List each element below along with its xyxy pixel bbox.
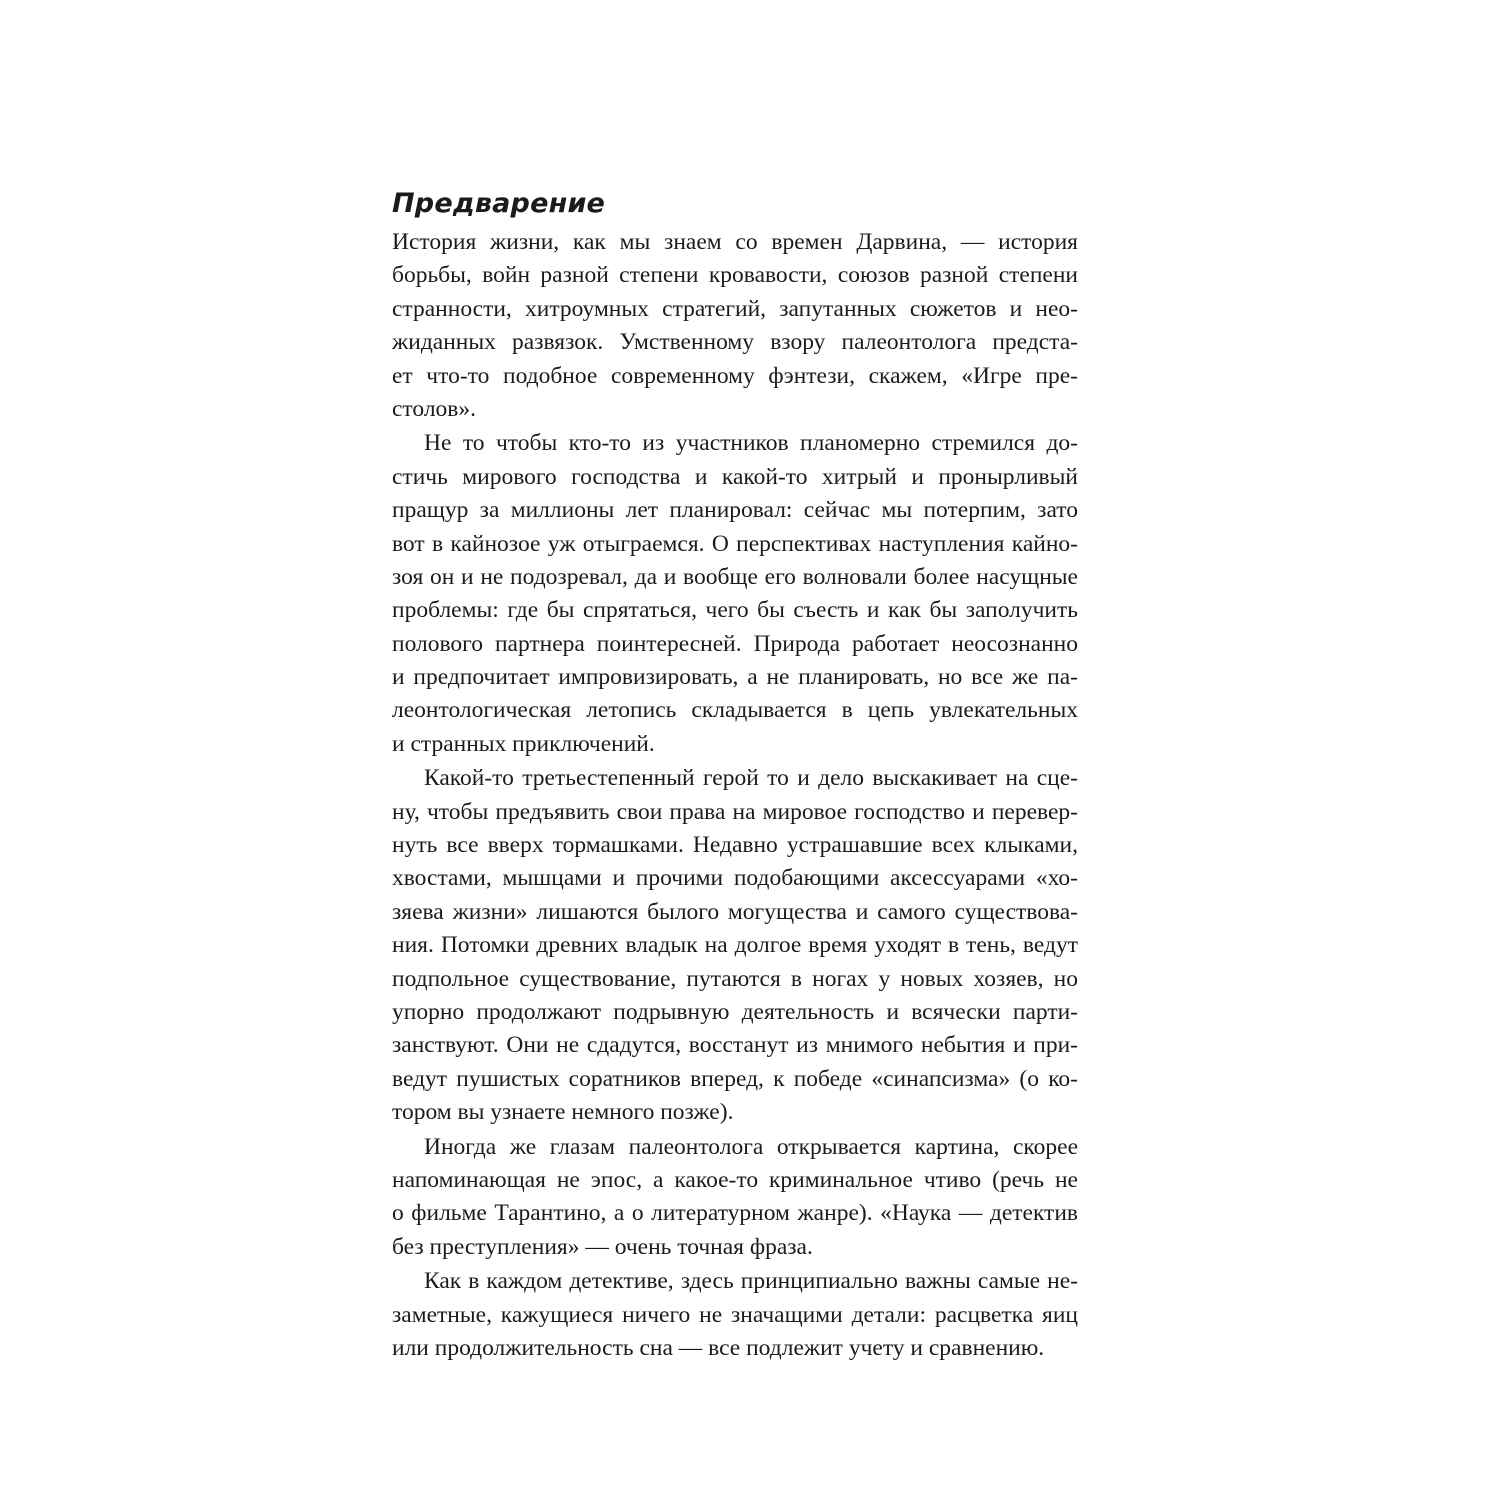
text-line: напоминающая не эпос, а какое-то криминальное чтиво (речь не: [392, 1166, 1078, 1193]
text-line: зоя он и не подозревал, да и вообще его волновали более насущные: [392, 563, 1078, 590]
text-line: или продолжительность сна — все подлежит учету и сравнению.: [392, 1334, 1045, 1361]
paragraph: [392, 1131, 1078, 1265]
text-line: борьбы, войн разной степени кровавости, союзов разной степени: [392, 262, 1078, 289]
text-line: хвостами, мышцами и прочими подобающими аксессуарами «хо-: [392, 865, 1078, 892]
text-line: вот в кайнозое уж отыграемся. О перспективах наступления кайно-: [392, 530, 1078, 557]
text-line: о фильме Тарантино, а о литературном жанре). «Наука — детектив: [392, 1200, 1078, 1227]
text-line: ведут пушистых соратников вперед, к победе «синапсизма» (о ко-: [392, 1065, 1078, 1092]
text-line: жиданных развязок. Умственному взору палеонтолога предста-: [392, 329, 1078, 356]
paragraph: [392, 762, 1078, 1129]
text-line: нуть все вверх тормашками. Недавно устрашавшие всех клыками,: [392, 832, 1078, 859]
paragraph: [392, 1265, 1078, 1365]
text-line: пращур за миллионы лет планировал: сейчас мы потерпим, зато: [392, 497, 1078, 524]
paragraph: [392, 427, 1078, 761]
text-line: стичь мирового господства и какой-то хитрый и пронырливый: [392, 463, 1078, 490]
text-line: упорно продолжают подрывную деятельность и всячески парти-: [392, 998, 1078, 1025]
text-line: ния. Потомки древних владык на долгое время уходят в тень, ведут: [392, 932, 1078, 959]
text-line: проблемы: где бы спрятаться, чего бы съесть и как бы заполучить: [392, 597, 1078, 624]
text-line: столов».: [392, 395, 477, 422]
text-line: без преступления» — очень точная фраза.: [392, 1233, 813, 1260]
text-line: леонтологическая летопись складывается в цепь увлекательных: [392, 697, 1078, 724]
text-line: заметные, кажущиеся ничего не значащими детали: расцветка яиц: [392, 1301, 1078, 1328]
text-line: ет что-то подобное современному фэнтези, скажем, «Игре пре-: [392, 362, 1078, 389]
text-line: Иногда же глазам палеонтолога открывается картина, скорее: [424, 1133, 1078, 1160]
text-line: зяева жизни» лишаются былого могущества и самого существова-: [392, 898, 1078, 925]
section-heading: Предварение: [392, 188, 606, 219]
text-line: тором вы узнаете немного позже).: [392, 1099, 734, 1126]
text-line: и предпочитает импровизировать, а не планировать, но все же па-: [392, 664, 1078, 691]
text-block: [392, 186, 1078, 1365]
paragraph: [392, 226, 1078, 426]
text-line: подпольное существование, путаются в ногах у новых хозяев, но: [392, 965, 1078, 992]
text-line: Не то чтобы кто-то из участников планомерно стремился до-: [424, 430, 1078, 457]
text-line: Как в каждом детективе, здесь принципиально важны самые не-: [424, 1268, 1078, 1295]
text-line: и странных приключений.: [392, 730, 655, 757]
text-line: Какой-то третьестепенный герой то и дело выскакивает на сце-: [424, 765, 1078, 792]
text-line: полового партнера поинтересней. Природа работает неосознанно: [392, 630, 1078, 657]
text-line: странности, хитроумных стратегий, запутанных сюжетов и нео-: [392, 295, 1078, 322]
text-line: занствуют. Они не сдадутся, восстанут из мнимого небытия и при-: [392, 1032, 1078, 1059]
text-line: История жизни, как мы знаем со времен Дарвина, — история: [392, 229, 1078, 255]
text-line: ну, чтобы предъявить свои права на мировое господство и перевер-: [392, 798, 1078, 825]
